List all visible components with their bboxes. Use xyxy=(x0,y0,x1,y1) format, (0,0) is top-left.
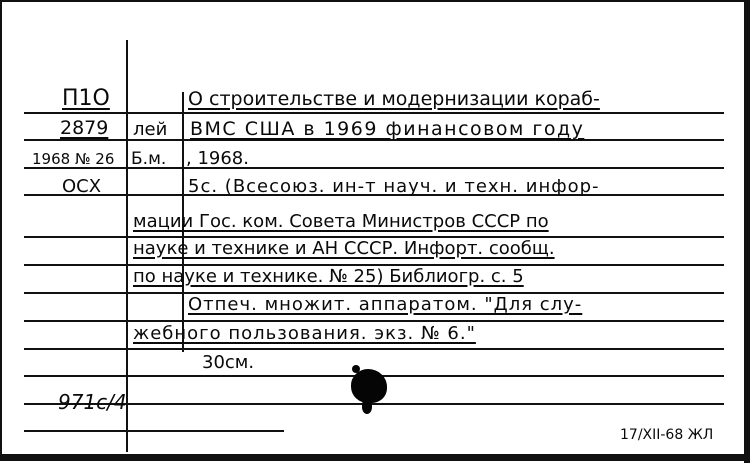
shelf-mark: 971с/4 xyxy=(58,390,127,414)
body-line-3: , 1968. xyxy=(186,148,249,169)
body-line-6: науке и технике и АН СССР. Инфорт. сообщ. xyxy=(133,238,555,259)
body-line-9: жебного пользования. экз. № 6." xyxy=(133,323,476,344)
body-line-10: 30см. xyxy=(202,352,255,373)
author-line-3: Б.м. xyxy=(131,149,167,169)
body-line-8: Отпеч. множит. аппаратом. "Для слу- xyxy=(188,294,583,315)
card-right-border xyxy=(744,2,750,463)
body-line-5: мации Гос. ком. Совета Министров СССР по xyxy=(133,211,549,232)
ruled-line xyxy=(24,348,724,350)
body-line-1: О строительстве и модернизации кораб- xyxy=(188,88,600,110)
index-section: ОСХ xyxy=(62,176,102,197)
ruled-line xyxy=(24,430,284,432)
ink-blot xyxy=(351,369,387,403)
body-line-7: по науке и технике. № 25) Библиогр. с. 5 xyxy=(133,266,524,287)
card-bottom-border xyxy=(2,454,750,461)
index-date-ref: 1968 № 26 xyxy=(32,150,115,168)
index-number: 2879 xyxy=(60,117,109,139)
ruled-line xyxy=(24,403,724,405)
ink-blot xyxy=(362,400,372,414)
body-line-2: ВМС США в 1969 финансовом году xyxy=(190,118,585,140)
footer-stamp: 17/XII-68 ЖЛ xyxy=(620,427,714,443)
index-code: П1О xyxy=(62,86,110,111)
body-line-4: 5с. (Всесоюз. ин-т науч. и техн. инфор- xyxy=(188,176,600,197)
ruled-line xyxy=(24,112,724,114)
ruled-line xyxy=(24,320,724,322)
ruled-line xyxy=(24,167,724,169)
author-line-2: лей xyxy=(133,119,168,140)
